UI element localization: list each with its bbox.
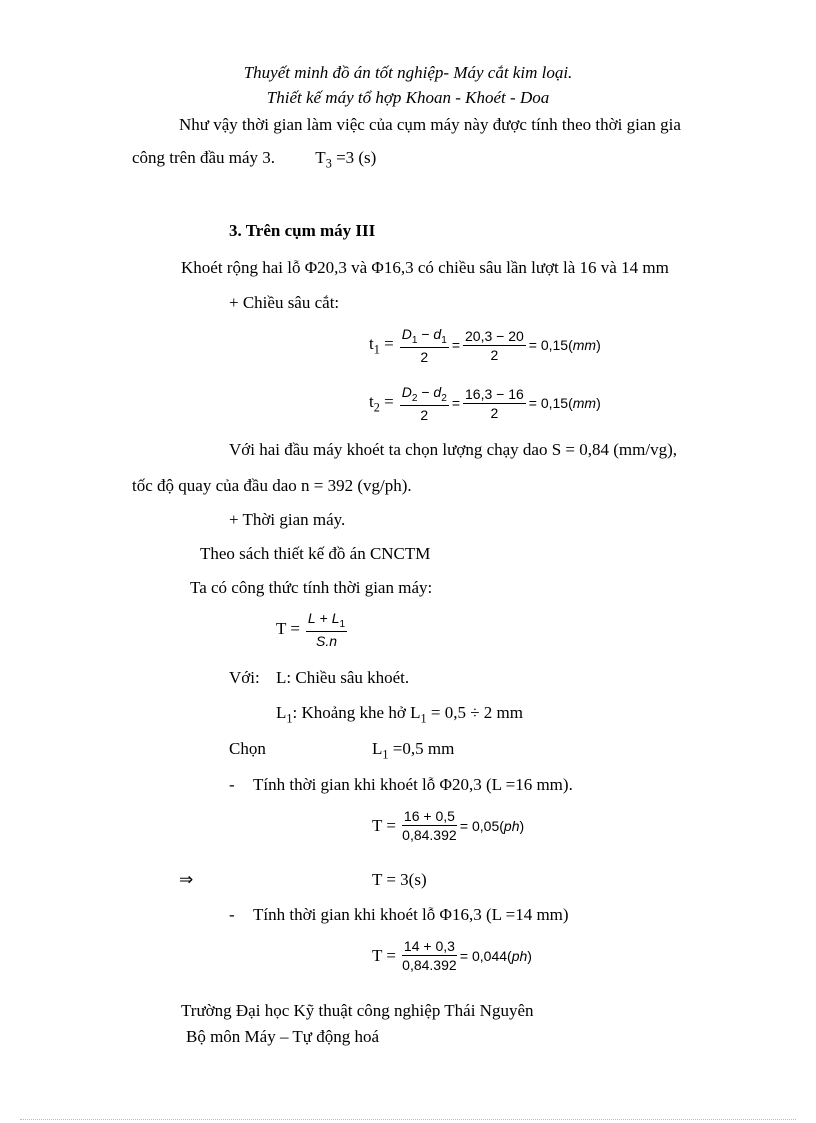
L1-definition: $L_1$: Khoảng khe hở $L_1 = 0,5 \div 2$ mm	[276, 703, 523, 726]
implies-arrow: ⇒	[179, 870, 194, 889]
footer-department: Bộ môn Máy – Tự động hoá	[186, 1027, 380, 1046]
formula-intro: Ta có công thức tính thời gian máy:	[190, 578, 433, 597]
calc1-lhs: T =	[372, 815, 396, 835]
header-title: Thuyết minh đồ án tốt nghiệp- Máy cắt kim loại.	[243, 63, 573, 82]
depth-label: + Chiều sâu cắt:	[229, 293, 340, 312]
choose-label: Chọn	[229, 739, 266, 758]
eq-t1-result: = 0,15(mm)	[528, 337, 601, 354]
eq-t2-result: = 0,15(mm)	[528, 395, 601, 412]
choose-value: $L_1 =0,5$ mm	[372, 739, 455, 762]
eq-t2-lhs: $t_2$ =	[369, 391, 394, 415]
eq-T-frac: $\frac{L + L_1}{S.n}$	[307, 610, 346, 649]
calc1-result: = 0,05(ph)	[459, 817, 525, 834]
header-subtitle: Thiết kế máy tổ hợp Khoan - Khoét - Doa	[266, 88, 550, 107]
eq-t1-frac-symbolic: $\frac{D_1 - d_1}{2}$	[401, 326, 447, 365]
equation-calc2	[372, 938, 532, 973]
equation-calc1	[372, 808, 524, 843]
eq-t1-lhs: $t_1$ =	[369, 333, 394, 357]
section-task: Khoét rộng hai lỗ Φ20,3 và Φ16,3 có chiều sâu lần lượt là 16 và 14 mm	[181, 258, 669, 277]
feed-line-2: tốc độ quay của đầu dao n = 392 (vg/ph).	[132, 476, 412, 495]
calc2-lhs: T =	[372, 945, 396, 965]
calc2-frac: $\frac{14 + 0,3}{0,84.392}$	[402, 938, 457, 973]
intro-time: $T_3 =3$ (s)	[315, 148, 377, 171]
calc2-result: = 0,044(ph)	[459, 947, 532, 964]
eq-t2-frac-numeric: $\frac{16,3 - 16}{2}$	[465, 385, 524, 421]
calc1-dash: -	[229, 775, 235, 794]
eq-T-lhs: T =	[276, 619, 300, 639]
eq-t2-frac-symbolic: $\frac{D_2 - d_2}{2}$	[401, 384, 447, 423]
machine-time-label: + Thời gian máy.	[229, 510, 346, 529]
intro-line-2	[132, 148, 376, 171]
equation-T	[276, 610, 350, 649]
with-label: Với:	[229, 668, 260, 687]
section-title: 3. Trên cụm máy III	[229, 221, 376, 240]
L-definition: L: Chiều sâu khoét.	[276, 668, 410, 687]
calc1-text: Tính thời gian khi khoét lỗ Φ20,3 (L =16 mm).	[253, 775, 573, 794]
calc1-frac: $\frac{16 + 0,5}{0,84.392}$	[402, 808, 457, 843]
calc2-dash: -	[229, 905, 235, 924]
feed-line-1: Với hai đầu máy khoét ta chọn lượng chạy dao S = 0,84 (mm/vg),	[229, 440, 678, 459]
calc2-text: Tính thời gian khi khoét lỗ Φ16,3 (L =14 mm)	[253, 905, 569, 924]
eq-t1-frac-numeric: $\frac{20,3 - 20}{2}$	[465, 327, 524, 363]
page-bottom-divider	[20, 1119, 796, 1120]
calc1-conclusion: T = 3(s)	[372, 870, 427, 889]
equation-t2: $t_2$ = $\frac{D_2 - d_2}{2}$ = $\frac{16,3 - 16}{2}$ = 0,15(mm)	[369, 384, 601, 423]
intro-line-1: Như vậy thời gian làm việc của cụm máy này được tính theo thời gian gia	[179, 115, 681, 134]
equation-t1: $t_1$ = $\frac{D_1 - d_1}{2}$ = $\frac{20,3 - 20}{2}$ = 0,15(mm)	[369, 326, 601, 365]
intro-line-2-text: công trên đầu máy 3.	[132, 148, 276, 167]
reference-text: Theo sách thiết kế đồ án CNCTM	[200, 544, 431, 563]
footer-university: Trường Đại học Kỹ thuật công nghiệp Thái Nguyên	[181, 1001, 534, 1020]
